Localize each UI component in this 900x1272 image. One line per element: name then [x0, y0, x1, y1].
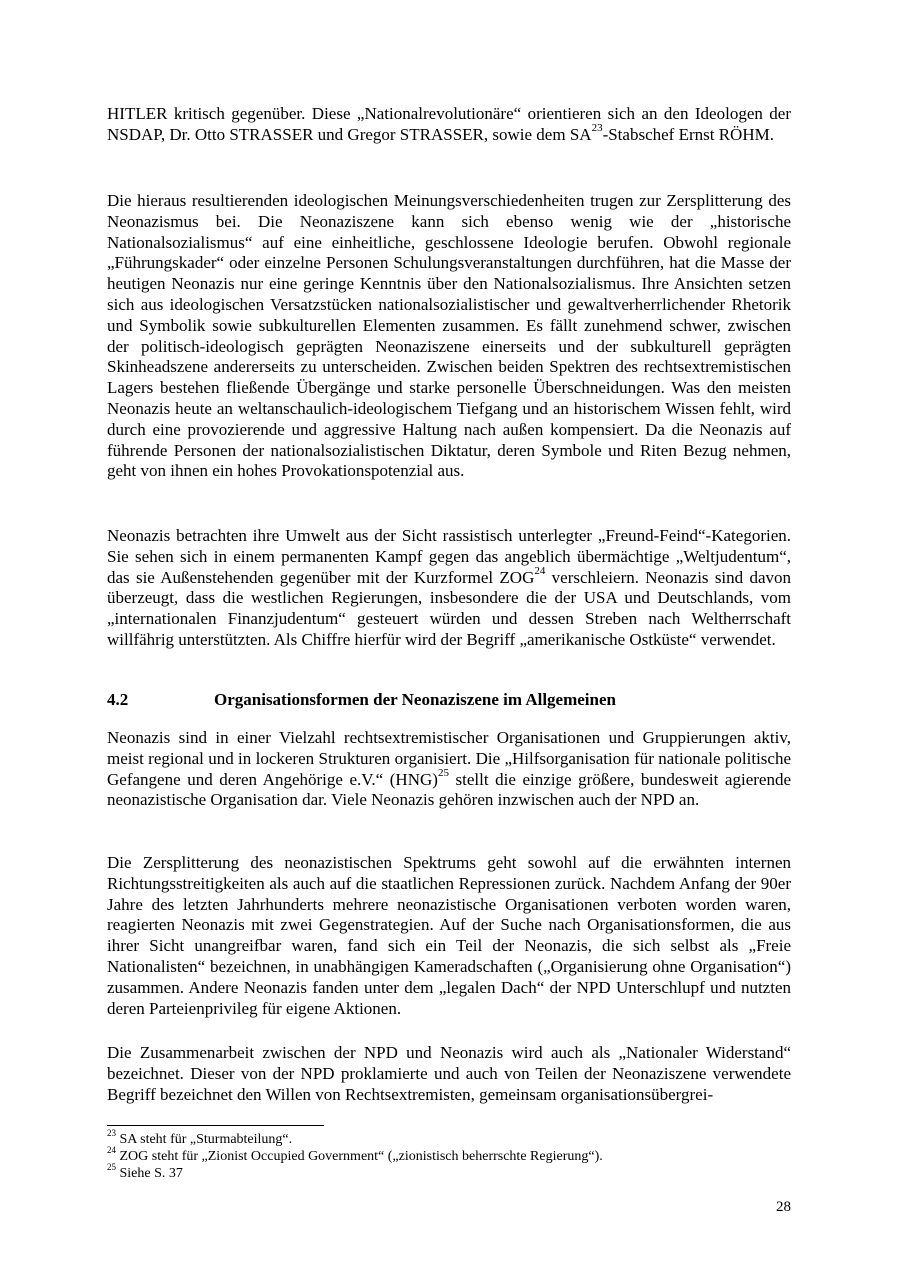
- section-heading: [107, 689, 791, 710]
- paragraph-organisations: Neonazis sind in einer Vielzahl rechtsextremistischer Organisationen und Gruppierungen aktiv, meist regional und in lockeren Strukturen organisiert. Die „Hilfsorganisation für nationale politische Gefangene und deren Angehörige e.V.“ (HNG)$^{25}$ stellt die einzige größere, bundesweit agierende neonazistische Organisation dar. Viele Neonazis gehören inzwischen auch der NPD an.: [107, 728, 791, 810]
- page-number: 28: [776, 1199, 791, 1215]
- footnote-ref-23[interactable]: 23: [591, 122, 603, 135]
- footnotes: [107, 1128, 791, 1182]
- section-number: 4.2: [107, 690, 129, 709]
- footnote-ref-25[interactable]: 25: [437, 766, 449, 779]
- paragraph-freund-feind: Neonazis betrachten ihre Umwelt aus der Sicht rassistisch unterlegter „Freund-Feind“-Kategorien. Sie sehen sich in einem permanenten Kampf gegen das angeblich übermächtige „Weltjudentum“, das sie Außenstehenden gegenüber mit der Kurzformel ZOG$^{24}$ verschleiern. Neonazis sind davon überzeugt, dass die westlichen Regierungen, insbesondere die der USA und Deutschlands, vom „internationalen Finanzjudentum“ gesteuert würden und dessen Streben nach Weltherrschaft willfährig unterstützten. Als Chiffre hierfür wird der Begriff „amerikanische Ostküste“ verwendet.: [107, 526, 791, 649]
- paragraph-zersplitterung: Die Zersplitterung des neonazistischen Spektrums geht sowohl auf die erwähnten internen Richtungsstreitigkeiten als auch auf die staatlichen Repressionen zurück. Nachdem Anfang der 90er Jahre des letzten Jahrhunderts mehrere neonazistische Organisationen verboten worden waren, reagierten Neonazis mit zwei Gegenstrategien. Auf der Suche nach Organisationsformen, die aus ihrer Sicht unangreifbar waren, fand sich ein Teil der Neonazis, die sich selbst als „Freie Nationalisten“ bezeichnen, in unabhängigen Kameradschaften („Organisierung ohne Organisation“) zusammen. Andere Neonazis fanden unter dem „legalen Dach“ der NPD Unterschlupf und nutzten deren Parteienprivileg für eigene Aktionen.: [107, 853, 791, 1018]
- paragraph-nationalrevolutionaere: HITLER kritisch gegenüber. Diese „Nationalrevolutionäre“ orientieren sich an den Ideologen der NSDAP, Dr. Otto STRASSER und Gregor STRASSER, sowie dem SA$^{23}$-Stabschef Ernst RÖHM.: [107, 104, 791, 144]
- footnote-25: $^{25}$ Siehe S. 37: [107, 1162, 183, 1181]
- footnote-23: $^{23}$ SA steht für „Sturmabteilung“.: [107, 1128, 293, 1147]
- footnote-ref-24[interactable]: 24: [534, 564, 546, 577]
- paragraph-ideological-differences: Die hieraus resultierenden ideologischen Meinungsverschiedenheiten trugen zur Zersplitterung des Neonazismus bei. Die Neonaziszene kann sich ebenso wenig wie der „historische Nationalsozialismus“ auf eine einheitliche, geschlossene Ideologie berufen. Obwohl regionale „Führungskader“ oder einzelne Personen Schulungsveranstaltungen durchführen, hat die Masse der heutigen Neonazis nur eine geringe Kenntnis über den Nationalsozialismus. Ihre Ansichten setzen sich aus ideologischen Versatzstücken nationalsozialistischer und gewaltverherrlichender Rhetorik und Symbolik sowie subkulturellen Elementen zusammen. Es fällt zunehmend schwer, zwischen der politisch-ideologisch geprägten Neonaziszene einerseits und der subkulturell geprägten Skinheadszene andererseits zu unterscheiden. Zwischen beiden Spektren des rechtsextremistischen Lagers bestehen fließende Übergänge und starke personelle Überschneidungen. Was den meisten Neonazis heute an weltanschaulich-ideologischem Tiefgang und an historischem Wissen fehlt, wird durch eine provozierende und aggressive Haltung nach außen kompensiert. Da die Neonazis auf führende Personen der nationalsozialistischen Diktatur, deren Symbole und Riten Bezug nehmen, geht von ihnen ein hohes Provokationspotenzial aus.: [107, 191, 791, 481]
- section-title: Organisationsformen der Neonaziszene im Allgemeinen: [214, 690, 616, 709]
- footnote-24: $^{24}$ ZOG steht für „Zionist Occupied Government“ („zionistisch beherrschte Regierung“).: [107, 1145, 603, 1164]
- footnote-separator: [107, 1125, 324, 1126]
- paragraph-zusammenarbeit: Die Zusammenarbeit zwischen der NPD und Neonazis wird auch als „Nationaler Widerstand“ bezeichnet. Dieser von der NPD proklamierte und auch von Teilen der Neonaziszene verwendete Begriff bezeichnet den Willen von Rechtsextremisten, gemeinsam organisationsübergrei-: [107, 1043, 791, 1104]
